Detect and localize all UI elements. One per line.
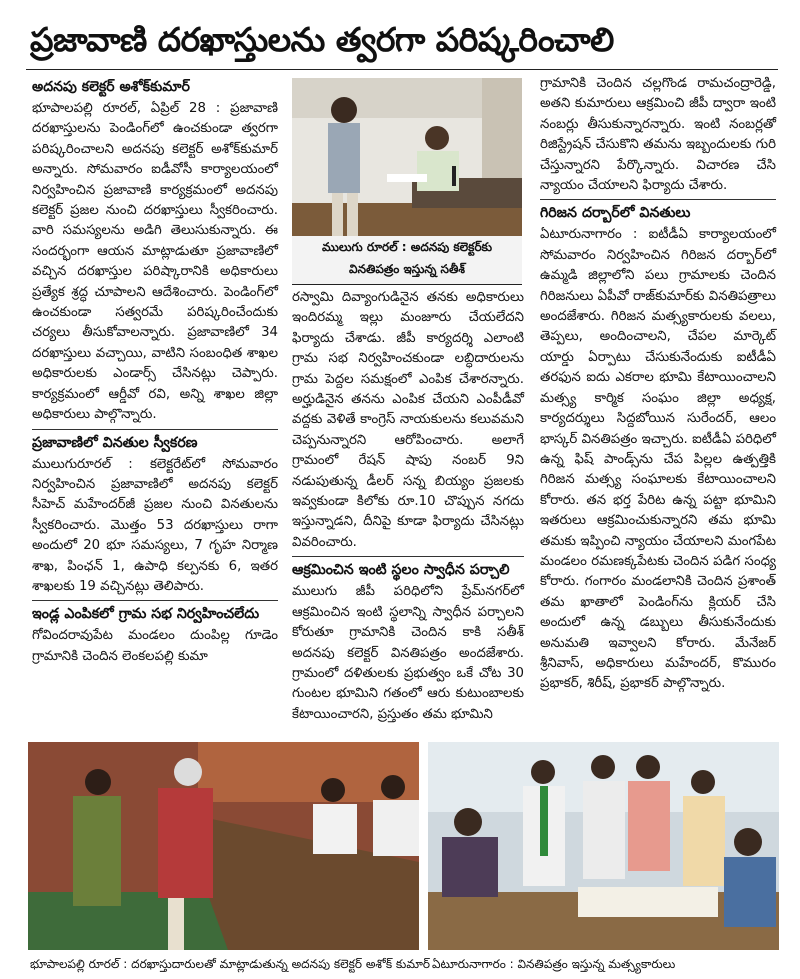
column-3 [540,74,776,695]
section4-title: గిరిజన దర్బార్‌లో వినతులు [540,205,691,222]
headline: ప్రజావాణి దరఖాస్తులను త్వరగా పరిష్కరించాలి [30,20,614,59]
section2-title: ఇండ్ల ఎంపికలో గ్రామ సభ నిర్వహించలేదు [32,606,260,623]
section-divider [292,556,524,557]
section1-body: ములుగురూరల్ : కలెక్టరేట్‌లో సోమవారం నిర్వహించిన ప్రజావాణిలో అదనపు కలెక్టర్ సీహెచ్ మహేందర్‌జీ ప్రజల నుంచి వినతులను స్వీకరించారు. మొత్తం 53 దరఖాస్తులు రాగా అందులో 20 భూ సమస్యలు, 7 గృహ నిర్మాణ శాఖ, పింఛన్ 1, ఉపాధి కల్పనకు 6, ఇతర శాఖలకు 19 వచ్చినట్లు తెలిపారు. [32,456,278,594]
column-2 [292,288,524,725]
section4-body: ఏటూరునాగారం : ఐటీడీఏ కార్యాలయంలో సోమవారం నిర్వహించిన గిరిజన దర్బార్‌లో ఉమ్మడి జిల్లాలోని పలు గ్రామాలకు చెందిన గిరిజనులు ఏపీవో రాజ్‌కుమార్‌కు వినతిపత్రాలు అందజేశారు. గిరిజన మత్స్యకారులకు వలలు, తెప్పలు, అందించాలని, చేపల మార్కెట్ యార్డు ఏర్పాటు చేసుకునేందుకు ఐటీడీఏ తరఫున ఐదు ఎకరాల భూమి కేటాయించాలని మత్స్య కార్మిక సంఘం జిల్లా అధ్యక్ష, కార్యదర్శులు సిద్దబోయిన సురేందర్, ఆలం భాస్కర్ వినతిపత్రం ఇచ్చారు. ఐటీడీఏ పరిధిలో ఉన్న ఫిష్ పాండ్స్‌ను చేప పిల్లల ఉత్పత్తికి గిరిజన మత్స్య సంఘాలకు కేటాయించాలని కోరారు. తన భర్త పేరిట ఉన్న పట్టా భూమిని ఇతరులు ఆక్రమించుకున్నారని తమ భూమి తమకు ఇప్పించి న్యాయం చేయాలని మంగపేట మండలం రమణక్కపేటకు చెందిన పడిగ సంధ్య కోరారు. గంగారం మండలానికి చెందిన ప్రశాంత్ తమ ఖాతాలో పెండింగ్‌ను క్లియర్ చేసి అందులో ఉన్న డబ్బులు తీసుకునేందుకు అనుమతి ఇవ్వాలని కోరారు. మేనేజర్ శ్రీనివాస్, అధికారులు మహేందర్, కొమురం ప్రభాకర్, శిరీష్, ప్రభాకర్ పాల్గొన్నారు. [540,227,776,692]
section-divider [32,600,278,601]
top-caption-line2: వినతిపత్రం ఇస్తున్న సతీశ్ [349,262,465,276]
top-photo [292,78,522,236]
bottom-left-caption: భూపాలపల్లి రూరల్ : దరఖాస్తుదారులతో మాట్లాడుతున్న అదనపు కలెక్టర్ అశోక్ కుమార్ [30,957,430,971]
section-divider [32,429,278,430]
photo-meeting-with-applicants [28,742,419,950]
headline-rule [26,69,778,70]
bottom-right-caption: ఏటూరునాగారం : వినతిపత్రం ఇస్తున్న మత్స్యకారులు [432,957,676,971]
lead-paragraph: భూపాలపల్లి రూరల్, ఏప్రిల్ 28 : ప్రజావాణి దరఖాస్తులను పెండింగ్‌లో ఉంచకుండా త్వరగా పరిష్కరించాలని అదనపు కలెక్టర్ అశోక్‌కుమార్ అన్నారు. సోమవారం ఐడీవోసీ కార్యాలయంలో నిర్వహించిన ప్రజావాణి కార్యక్రమంలో అదనపు కలెక్టర్ ప్రజల నుంచి దరఖాస్తులు స్వీకరించారు. వారి సమస్యలను అడిగి తెలుసుకున్నారు. ఈ సందర్భంగా ఆయన మాట్లాడుతూ ప్రజావాణిలో వచ్చిన దరఖాస్తుల పరిష్కారానికి అధికారులు ప్రత్యేక శ్రద్ధ చూపాలని ఆదేశించారు. పెండింగ్‌లో ఉంచకుండా సత్వరమే పరిష్కరించేందుకు చర్యలు తీసుకోవాలన్నారు. ప్రజావాణిలో 34 దరఖాస్తులు వచ్చాయి, వాటిని సంబంధిత శాఖల అధికారులకు ఎండార్స్ చేసినట్లు చెప్పారు. కార్యక్రమంలో ఆర్డీవో రవి, అన్ని శాఖల జిల్లా అధికారులు పాల్గొన్నారు. [32,101,278,423]
photo-collector-receiving-petition [292,78,522,236]
byline: అదనపు కలెక్టర్ అశోక్‌కుమార్ [32,79,190,95]
section2-body-start: గోవిందరావుపేట మండలం దుంపిల్ల గూడెం గ్రామానికి చెందిన లెంకలపల్లి కుమా [32,628,278,664]
section1-title: ప్రజావాణిలో వినతుల స్వీకరణ [32,434,198,451]
top-photo-caption [292,236,522,285]
section3-title: ఆక్రమించిన ఇంటి స్థలం స్వాధీన పర్చాలి [292,562,510,579]
column-1 [32,76,278,667]
section3-body-continued: గ్రామానికి చెందిన చల్లగొండ రామచంద్రారెడ్డి, అతని కుమారులు ఆక్రమించి జీపీ ద్వారా ఇంటి నంబర్లు తీసుకున్నారన్నారు. ఇంటి నంబర్లతో రిజిస్ట్రేషన్ చేసుకొని తమను ఇబ్బందులకు గురి చేస్తున్నారని పేర్కొన్నారు. విచారణ చేసి న్యాయం చేయాలని ఫిర్యాదు చేశారు. [540,76,776,194]
section2-body-continued: రస్వామి దివ్యాంగుడినైన తనకు అధికారులు ఇందిరమ్మ ఇల్లు మంజూరు చేయలేదని ఫిర్యాదు చేశాడు. జీపీ కార్యదర్శి ఎలాంటి గ్రామ సభ నిర్వహించకుండా లబ్ధిదారులను గ్రామ పెద్దల సమక్షంలో ఎంపిక చేశారన్నారు. అర్హుడినైన తనను ఎంపిక చేయని ఎంపీడీవో వద్దకు వెళితే కాంగ్రెస్ నాయకులను కలువమని చెప్పనున్నారని ఆరోపించారు. అలాగే గ్రామంలో రేషన్ షాపు నంబర్ 9ని నడుపుతున్న డీలర్ సన్న బియ్యం ప్రజలకు ఇవ్వకుండా కిలోకు రూ.10 చొప్పున నగదు ఇస్తున్నాడని, దీనిపై కూడా ఫిర్యాదు చేసినట్లు వివరించారు. [292,290,524,550]
photo-fishermen-petition [428,742,779,950]
top-caption-line1: ములుగు రూరల్ : అదనపు కలెక్టర్‌కు [322,240,492,254]
bottom-right-photo [428,742,779,950]
section3-body: ములుగు జీపీ పరిధిలోని ప్రేమ్‌నగర్‌లో ఆక్రమించిన ఇంటి స్థలాన్ని స్వాధీన పర్చాలని కోరుతూ గ్రామానికి చెందిన కాకి సతీశ్ అదనపు కలెక్టర్ వినతిపత్రం అందజేశారు. గ్రామంలో దళితులకు ప్రభుత్వం ఒకే చోట 30 గుంటల భూమిని గతంలో ఆరు కుటుంబాలకు కేటాయించారని, ప్రస్తుతం తమ భూమిని [292,584,524,722]
bottom-left-photo [28,742,419,950]
section-divider [540,199,776,200]
